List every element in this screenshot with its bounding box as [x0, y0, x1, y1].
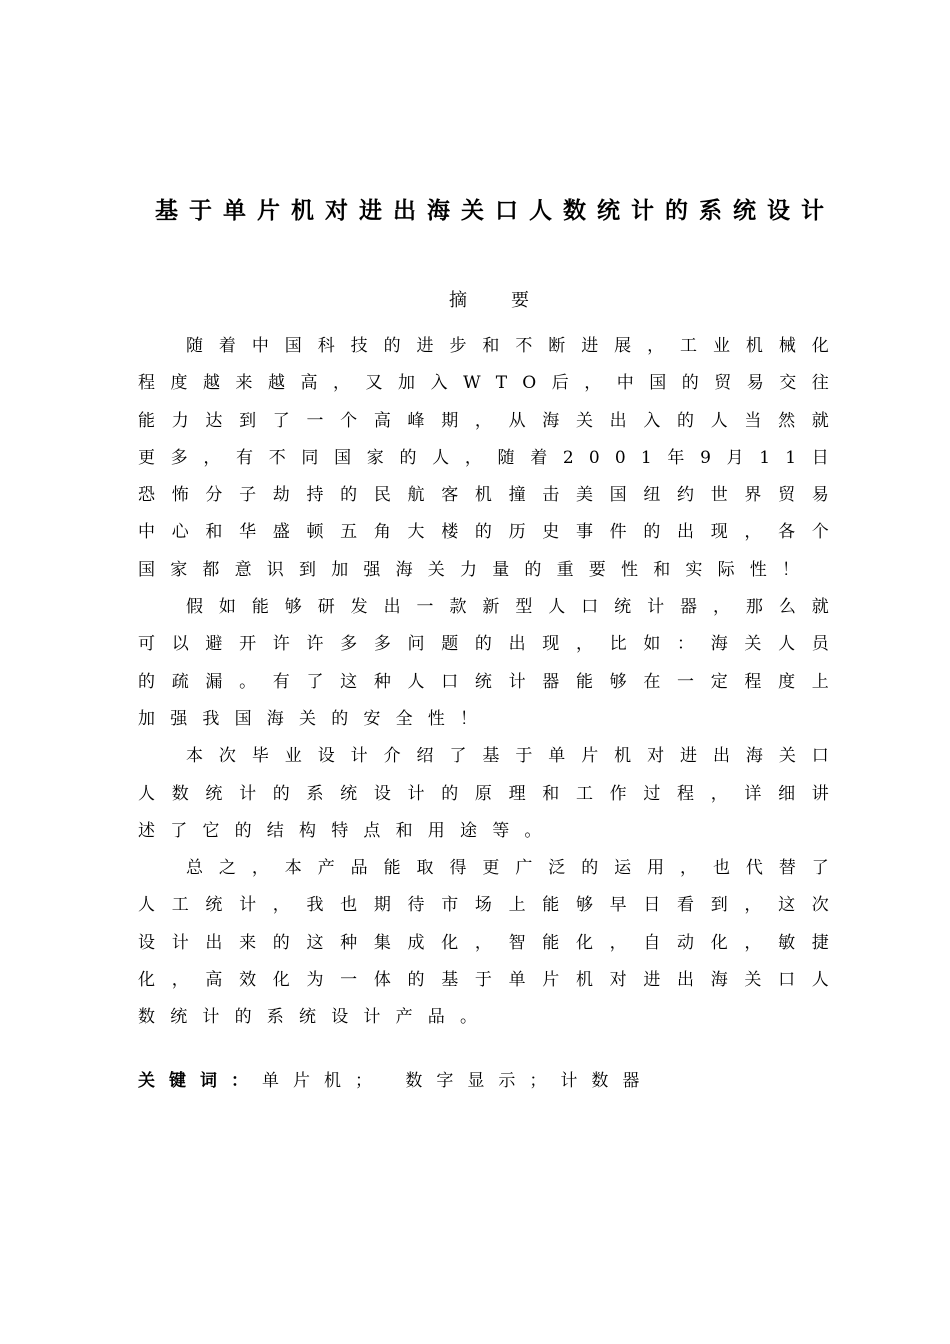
abstract-heading: 摘要: [449, 290, 573, 311]
keywords-text: 单片机； 数字显示；计数器: [262, 1071, 654, 1091]
abstract-paragraph: 随着中国科技的进步和不断进展，工业机械化程度越来越高，又加入WTO后，中国的贸易交往能力达到了一个高峰期，从海关出入的人当然就更多，有不同国家的人，随着2001年9月11日恐怖分子劫持的民航客机撞击美国纽约世界贸易中心和华盛顿五角大楼的历史事件的出现，各个国家都意识到加强海关力量的重要性和实际性！: [138, 336, 844, 580]
abstract-paragraph: 本次毕业设计介绍了基于单片机对进出海关口人数统计的系统设计的原理和工作过程，详细讲述了它的结构特点和用途等。: [138, 746, 844, 841]
document-title: 基于单片机对进出海关口人数统计的系统设计: [155, 198, 835, 224]
keywords-label: 关键词：: [138, 1071, 262, 1091]
keywords-line: [138, 1066, 653, 1091]
abstract-paragraph: 总之，本产品能取得更广泛的运用，也代替了人工统计，我也期待市场上能够早日看到，这次设计出来的这种集成化，智能化，自动化，敏捷化，高效化为一体的基于单片机对进出海关口人数统计的系统设计产品。: [138, 858, 844, 1028]
abstract-paragraph: 假如能够研发出一款新型人口统计器，那么就可以避开许许多多问题的出现，比如：海关人员的疏漏。有了这种人口统计器能够在一定程度上加强我国海关的安全性！: [138, 597, 844, 729]
abstract-body: [138, 328, 844, 1037]
